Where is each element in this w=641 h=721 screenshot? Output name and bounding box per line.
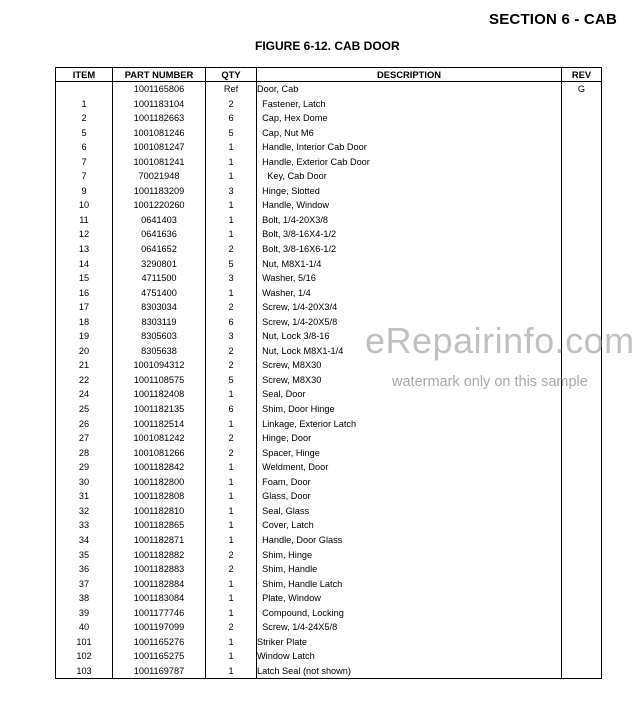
cell-part-number: 8303119 [113, 315, 206, 330]
cell-part-number: 1001220260 [113, 198, 206, 213]
cell-qty: 1 [206, 155, 257, 170]
cell-part-number: 1001094312 [113, 358, 206, 373]
cell-description: Handle, Exterior Cab Door [257, 155, 562, 170]
cell-item: 34 [56, 533, 113, 548]
cell-item: 1 [56, 97, 113, 112]
cell-part-number: 1001081241 [113, 155, 206, 170]
cell-rev [562, 475, 602, 490]
cell-item: 24 [56, 387, 113, 402]
cell-item: 29 [56, 460, 113, 475]
table-row [56, 257, 602, 272]
cell-item: 28 [56, 446, 113, 461]
cell-qty: 2 [206, 344, 257, 359]
cell-item: 13 [56, 242, 113, 257]
cell-rev [562, 635, 602, 650]
table-row [56, 111, 602, 126]
cell-rev [562, 489, 602, 504]
cell-part-number: 8303034 [113, 300, 206, 315]
cell-rev [562, 460, 602, 475]
cell-rev [562, 533, 602, 548]
table-row [56, 417, 602, 432]
cell-qty: 1 [206, 533, 257, 548]
cell-rev [562, 446, 602, 461]
header-description: DESCRIPTION [257, 68, 562, 82]
cell-part-number: 1001165806 [113, 82, 206, 97]
cell-qty: 2 [206, 431, 257, 446]
cell-rev [562, 562, 602, 577]
cell-part-number: 1001182882 [113, 548, 206, 563]
cell-item: 7 [56, 155, 113, 170]
cell-qty: 1 [206, 606, 257, 621]
table-row [56, 649, 602, 664]
cell-description: Shim, Handle [257, 562, 562, 577]
cell-description: Seal, Glass [257, 504, 562, 519]
cell-description: Bolt, 3/8-16X6-1/2 [257, 242, 562, 257]
cell-description: Screw, M8X30 [257, 373, 562, 388]
table-header-row [56, 68, 602, 82]
cell-item: 21 [56, 358, 113, 373]
cell-item: 36 [56, 562, 113, 577]
cell-part-number: 0641636 [113, 227, 206, 242]
cell-description: Hinge, Slotted [257, 184, 562, 199]
cell-qty: 6 [206, 402, 257, 417]
cell-qty: 1 [206, 460, 257, 475]
cell-description: Seal, Door [257, 387, 562, 402]
cell-item: 26 [56, 417, 113, 432]
cell-part-number: 1001169787 [113, 664, 206, 679]
cell-item: 9 [56, 184, 113, 199]
cell-qty: 1 [206, 518, 257, 533]
cell-part-number: 1001165275 [113, 649, 206, 664]
cell-part-number: 1001081247 [113, 140, 206, 155]
cell-description: Hinge, Door [257, 431, 562, 446]
cell-description: Spacer, Hinge [257, 446, 562, 461]
cell-qty: 3 [206, 271, 257, 286]
cell-part-number: 1001197099 [113, 620, 206, 635]
cell-rev [562, 242, 602, 257]
cell-rev [562, 300, 602, 315]
cell-item: 35 [56, 548, 113, 563]
cell-item: 102 [56, 649, 113, 664]
cell-rev [562, 271, 602, 286]
cell-description: Fastener, Latch [257, 97, 562, 112]
cell-description: Plate, Window [257, 591, 562, 606]
table-row [56, 227, 602, 242]
table-row [56, 140, 602, 155]
cell-rev [562, 649, 602, 664]
cell-qty: Ref [206, 82, 257, 97]
cell-part-number: 1001182135 [113, 402, 206, 417]
cell-rev [562, 257, 602, 272]
cell-qty: 3 [206, 329, 257, 344]
cell-part-number: 1001183209 [113, 184, 206, 199]
cell-part-number: 1001182514 [113, 417, 206, 432]
cell-qty: 3 [206, 184, 257, 199]
cell-item: 15 [56, 271, 113, 286]
cell-rev [562, 126, 602, 141]
cell-part-number: 1001182810 [113, 504, 206, 519]
table-row [56, 155, 602, 170]
cell-part-number: 1001182408 [113, 387, 206, 402]
table-row [56, 184, 602, 199]
cell-qty: 1 [206, 417, 257, 432]
cell-qty: 1 [206, 504, 257, 519]
cell-description: Screw, 1/4-24X5/8 [257, 620, 562, 635]
cell-part-number: 1001081246 [113, 126, 206, 141]
cell-qty: 1 [206, 577, 257, 592]
cell-qty: 1 [206, 387, 257, 402]
cell-description: Key, Cab Door [257, 169, 562, 184]
cell-qty: 2 [206, 562, 257, 577]
cell-rev [562, 417, 602, 432]
cell-qty: 2 [206, 300, 257, 315]
cell-rev [562, 431, 602, 446]
cell-part-number: 1001182842 [113, 460, 206, 475]
table-row [56, 533, 602, 548]
table-row [56, 431, 602, 446]
table-row [56, 664, 602, 679]
cell-description: Shim, Hinge [257, 548, 562, 563]
table-row [56, 126, 602, 141]
cell-part-number: 1001182800 [113, 475, 206, 490]
cell-description: Bolt, 1/4-20X3/8 [257, 213, 562, 228]
cell-rev [562, 664, 602, 679]
table-row [56, 504, 602, 519]
cell-description: Window Latch [257, 649, 562, 664]
cell-qty: 1 [206, 286, 257, 301]
cell-item: 38 [56, 591, 113, 606]
cell-rev [562, 184, 602, 199]
cell-item: 25 [56, 402, 113, 417]
cell-part-number: 0641403 [113, 213, 206, 228]
cell-qty: 1 [206, 664, 257, 679]
cell-part-number: 1001183084 [113, 591, 206, 606]
cell-description: Striker Plate [257, 635, 562, 650]
table-row [56, 635, 602, 650]
cell-part-number: 3290801 [113, 257, 206, 272]
cell-item: 16 [56, 286, 113, 301]
cell-part-number: 4751400 [113, 286, 206, 301]
cell-qty: 1 [206, 489, 257, 504]
cell-part-number: 1001182663 [113, 111, 206, 126]
watermark-text: eRepairinfo.com [365, 320, 635, 361]
cell-description: Nut, Lock M8X1-1/4 [257, 344, 562, 359]
cell-item: 103 [56, 664, 113, 679]
cell-rev [562, 548, 602, 563]
cell-item: 14 [56, 257, 113, 272]
cell-rev [562, 606, 602, 621]
header-part-number: PART NUMBER [113, 68, 206, 82]
cell-description: Washer, 1/4 [257, 286, 562, 301]
cell-description: Screw, 1/4-20X3/4 [257, 300, 562, 315]
cell-qty: 5 [206, 373, 257, 388]
cell-part-number: 1001108575 [113, 373, 206, 388]
cell-item: 2 [56, 111, 113, 126]
table-row [56, 606, 602, 621]
cell-rev [562, 111, 602, 126]
cell-qty: 6 [206, 315, 257, 330]
cell-qty: 1 [206, 635, 257, 650]
cell-part-number: 1001177746 [113, 606, 206, 621]
cell-rev [562, 286, 602, 301]
table-row [56, 402, 602, 417]
cell-qty: 6 [206, 111, 257, 126]
cell-item [56, 82, 113, 97]
cell-item: 101 [56, 635, 113, 650]
cell-rev [562, 213, 602, 228]
table-row [56, 446, 602, 461]
cell-qty: 1 [206, 169, 257, 184]
table-row [56, 548, 602, 563]
cell-item: 27 [56, 431, 113, 446]
cell-part-number: 1001182883 [113, 562, 206, 577]
cell-part-number: 1001081242 [113, 431, 206, 446]
table-row [56, 97, 602, 112]
cell-item: 31 [56, 489, 113, 504]
cell-rev [562, 169, 602, 184]
cell-description: Shim, Handle Latch [257, 577, 562, 592]
cell-description: Washer, 5/16 [257, 271, 562, 286]
cell-description: Handle, Window [257, 198, 562, 213]
table-row [56, 286, 602, 301]
cell-qty: 5 [206, 257, 257, 272]
cell-description: Compound, Locking [257, 606, 562, 621]
cell-item: 40 [56, 620, 113, 635]
cell-item: 37 [56, 577, 113, 592]
cell-description: Glass, Door [257, 489, 562, 504]
cell-rev [562, 402, 602, 417]
table-row [56, 169, 602, 184]
cell-part-number: 1001165276 [113, 635, 206, 650]
cell-rev [562, 97, 602, 112]
cell-item: 32 [56, 504, 113, 519]
cell-part-number: 8305638 [113, 344, 206, 359]
cell-part-number: 1001182808 [113, 489, 206, 504]
table-row [56, 198, 602, 213]
cell-rev [562, 620, 602, 635]
cell-item: 20 [56, 344, 113, 359]
watermark-subtext: watermark only on this sample [392, 374, 588, 390]
header-qty: QTY [206, 68, 257, 82]
table-row [56, 489, 602, 504]
header-rev: REV [562, 68, 602, 82]
cell-item: 30 [56, 475, 113, 490]
cell-description: Shim, Door Hinge [257, 402, 562, 417]
cell-rev: G [562, 82, 602, 97]
cell-rev [562, 591, 602, 606]
table-row [56, 620, 602, 635]
cell-item: 10 [56, 198, 113, 213]
cell-description: Handle, Interior Cab Door [257, 140, 562, 155]
cell-item: 5 [56, 126, 113, 141]
cell-item: 11 [56, 213, 113, 228]
table-row [56, 300, 602, 315]
cell-description: Door, Cab [257, 82, 562, 97]
table-row [56, 475, 602, 490]
cell-part-number: 8305603 [113, 329, 206, 344]
cell-qty: 2 [206, 97, 257, 112]
section-header: SECTION 6 - CAB [489, 11, 618, 28]
cell-qty: 2 [206, 620, 257, 635]
cell-description: Bolt, 3/8-16X4-1/2 [257, 227, 562, 242]
cell-description: Foam, Door [257, 475, 562, 490]
cell-qty: 1 [206, 591, 257, 606]
table-row [56, 271, 602, 286]
cell-item: 33 [56, 518, 113, 533]
table-row [56, 82, 602, 97]
header-item: ITEM [56, 68, 113, 82]
cell-part-number: 1001182865 [113, 518, 206, 533]
cell-qty: 2 [206, 446, 257, 461]
cell-qty: 2 [206, 548, 257, 563]
cell-item: 22 [56, 373, 113, 388]
cell-qty: 1 [206, 649, 257, 664]
cell-qty: 1 [206, 227, 257, 242]
table-row [56, 460, 602, 475]
cell-description: Handle, Door Glass [257, 533, 562, 548]
table-row [56, 518, 602, 533]
cell-description: Latch Seal (not shown) [257, 664, 562, 679]
table-row [56, 591, 602, 606]
table-row [56, 577, 602, 592]
cell-part-number: 1001081266 [113, 446, 206, 461]
cell-part-number: 1001182871 [113, 533, 206, 548]
table-row [56, 562, 602, 577]
cell-qty: 1 [206, 198, 257, 213]
cell-rev [562, 504, 602, 519]
cell-qty: 2 [206, 242, 257, 257]
cell-description: Nut, M8X1-1/4 [257, 257, 562, 272]
table-row [56, 242, 602, 257]
cell-item: 39 [56, 606, 113, 621]
cell-item: 19 [56, 329, 113, 344]
cell-item: 7 [56, 169, 113, 184]
cell-rev [562, 518, 602, 533]
cell-description: Nut, Lock 3/8-16 [257, 329, 562, 344]
cell-description: Cover, Latch [257, 518, 562, 533]
cell-description: Cap, Hex Dome [257, 111, 562, 126]
cell-item: 6 [56, 140, 113, 155]
cell-part-number: 1001183104 [113, 97, 206, 112]
cell-item: 12 [56, 227, 113, 242]
cell-part-number: 0641652 [113, 242, 206, 257]
cell-description: Screw, 1/4-20X5/8 [257, 315, 562, 330]
figure-title: FIGURE 6-12. CAB DOOR [255, 39, 400, 53]
cell-rev [562, 140, 602, 155]
cell-description: Linkage, Exterior Latch [257, 417, 562, 432]
cell-description: Weldment, Door [257, 460, 562, 475]
cell-description: Cap, Nut M6 [257, 126, 562, 141]
cell-qty: 2 [206, 358, 257, 373]
cell-rev [562, 155, 602, 170]
cell-rev [562, 577, 602, 592]
cell-qty: 1 [206, 140, 257, 155]
cell-part-number: 4711500 [113, 271, 206, 286]
cell-rev [562, 198, 602, 213]
cell-item: 17 [56, 300, 113, 315]
cell-item: 18 [56, 315, 113, 330]
cell-qty: 5 [206, 126, 257, 141]
table-row [56, 213, 602, 228]
cell-qty: 1 [206, 475, 257, 490]
cell-part-number: 70021948 [113, 169, 206, 184]
cell-part-number: 1001182884 [113, 577, 206, 592]
cell-description: Screw, M8X30 [257, 358, 562, 373]
cell-qty: 1 [206, 213, 257, 228]
cell-rev [562, 227, 602, 242]
